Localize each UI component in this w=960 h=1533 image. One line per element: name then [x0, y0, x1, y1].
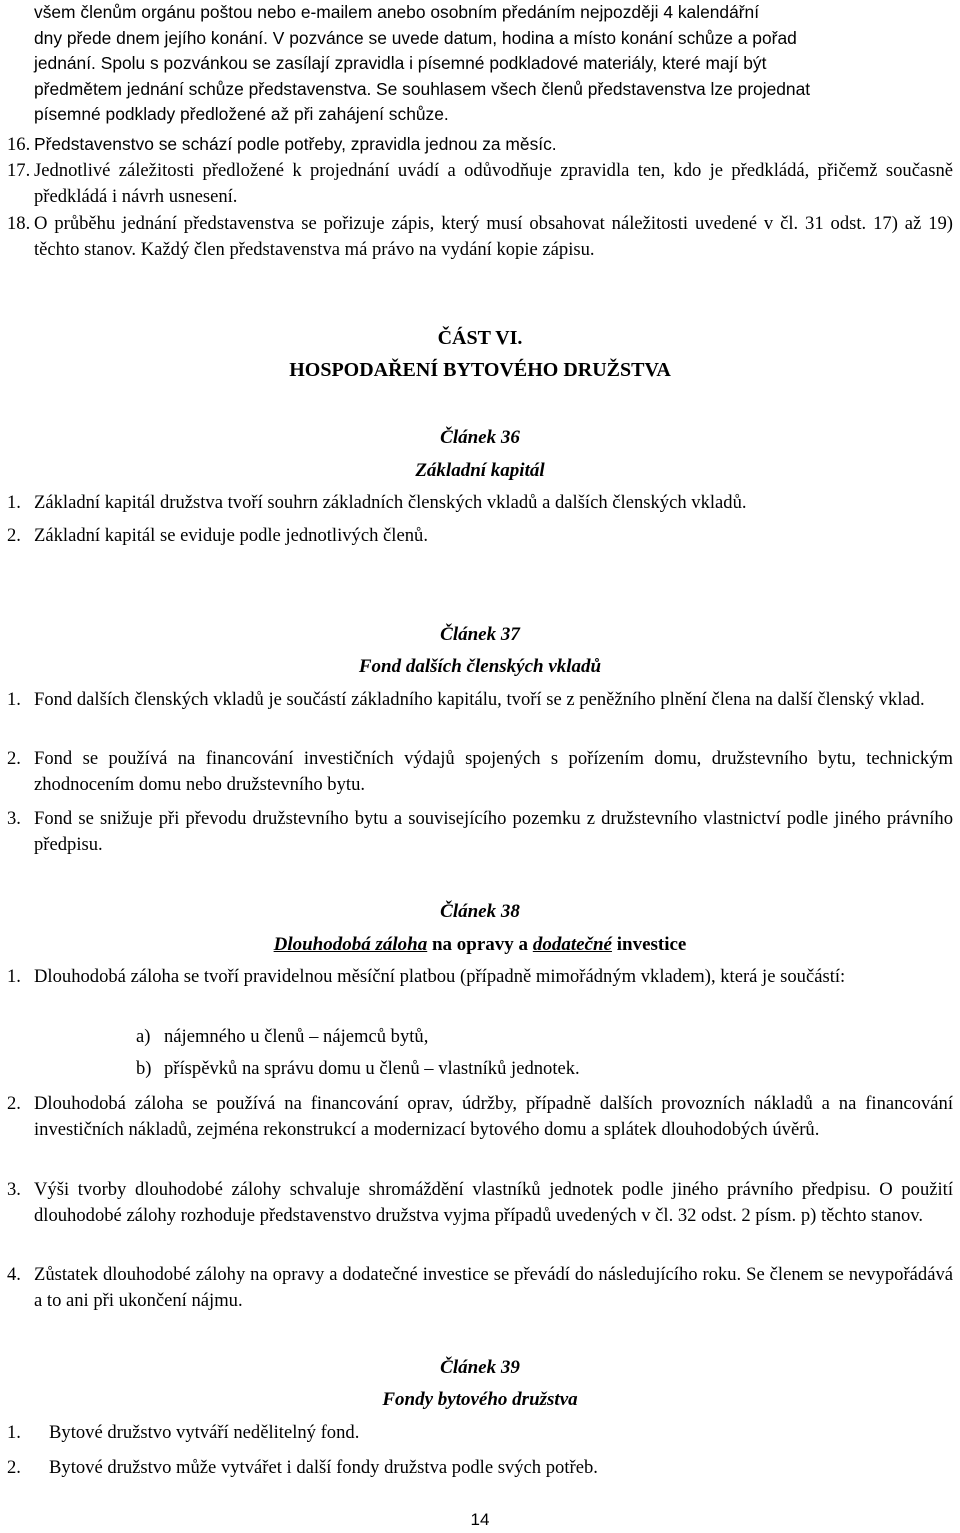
item-text: Bytové družstvo vytváří nedělitelný fond. — [49, 1422, 360, 1443]
item-number: 1. — [7, 689, 21, 710]
article-38-sub-a — [0, 1024, 960, 1050]
item-17 — [0, 158, 960, 209]
sub-letter: a) — [136, 1026, 151, 1047]
item-number: 1. — [7, 966, 21, 987]
article-37-heading: Článek 37 — [440, 624, 520, 645]
item-number: 2. — [7, 1093, 21, 1114]
item-16 — [0, 132, 960, 158]
item-text: Základní kapitál se eviduje podle jednotlivých členů. — [34, 525, 428, 546]
article-36-item-2 — [0, 523, 960, 549]
intro-line-2: dny přede dnem jejího konání. V pozvánce se uvede datum, hodina a místo konání schůze a pořad — [34, 27, 797, 48]
sub-letter: b) — [136, 1058, 152, 1079]
item-number: 2. — [7, 525, 21, 546]
item-text: Fond se snižuje při převodu družstevního bytu a souvisejícího pozemku z družstevního vlastnictví podle jiného právního předpisu. — [34, 808, 953, 855]
article-39-heading: Článek 39 — [440, 1357, 520, 1378]
page-number: 14 — [470, 1510, 490, 1529]
item-number: 17. — [7, 160, 31, 181]
item-number: 1. — [7, 492, 21, 513]
article-36-title: Základní kapitál — [415, 460, 545, 481]
title-part-4: investice — [611, 934, 687, 955]
intro-line-1: všem členům orgánu poštou nebo e-mailem anebo osobním předáním nejpozději 4 kalendářní — [34, 2, 760, 22]
title-part-2: na opravy a — [427, 934, 533, 955]
item-text: Základní kapitál družstva tvoří souhrn základních členských vkladů a dalších členských vkladů. — [34, 492, 747, 513]
item-text: Zůstatek dlouhodobé zálohy na opravy a dodatečné investice se převádí do následujícího roku. Se členem se nevypořádává a to ani při ukončení nájmu. — [34, 1264, 953, 1311]
item-text: Jednotlivé záležitosti předložené k projednání uvádí a odůvodňuje zpravidla ten, kdo je předkládá, přičemž současně předkládá i návrh usnesení. — [34, 160, 953, 207]
title-part-3: dodatečné — [532, 934, 612, 955]
sub-text: příspěvků na správu domu u členů – vlastníků jednotek. — [164, 1058, 580, 1079]
item-number: 2. — [7, 748, 21, 769]
article-37-item-1 — [0, 687, 960, 713]
article-38-item-2 — [0, 1091, 960, 1142]
item-text: Fond se používá na financování investičních výdajů spojených s pořízením domu, družstevního bytu, technickým zhodnocením domu nebo družstevního bytu. — [34, 748, 953, 795]
article-39-item-1 — [0, 1420, 960, 1446]
intro-paragraph — [0, 0, 960, 128]
article-36-heading: Článek 36 — [440, 427, 520, 448]
article-37-item-2 — [0, 746, 960, 797]
item-text: Výši tvorby dlouhodobé zálohy schvaluje shromáždění vlastníků jednotek podle jiného právního předpisu. O použití dlouhodobé zálohy rozhoduje představenstvo družstva vyjma případů uvedených v čl. 32 odst. 2 písm. p) těchto stanov. — [34, 1179, 953, 1226]
item-text: Dlouhodobá záloha se používá na financování oprav, údržby, případně dalších provozních nákladů a na financování investičních nákladů, zejména rekonstrukcí a modernizací bytového domu a splátek dlouhodobých úvěrů. — [34, 1093, 953, 1140]
part-title: ČÁST VI. — [437, 327, 523, 349]
item-number: 16. — [7, 134, 31, 155]
item-number: 3. — [7, 1179, 21, 1200]
article-39-item-2 — [0, 1455, 960, 1481]
item-18 — [0, 211, 960, 262]
item-number: 4. — [7, 1264, 21, 1285]
article-36-item-1 — [0, 490, 960, 516]
item-number: 18. — [7, 213, 31, 234]
article-38-heading: Článek 38 — [440, 901, 520, 922]
article-39-title: Fondy bytového družstva — [382, 1389, 578, 1410]
item-number: 3. — [7, 808, 21, 829]
intro-line-3: jednání. Spolu s pozvánkou se zasílají zpravidla i písemné podkladové materiály, které mají být — [34, 53, 767, 73]
item-text: Dlouhodobá záloha se tvoří pravidelnou měsíční platbou (případně mimořádným vkladem), která je součástí: — [34, 966, 846, 987]
article-38-item-1 — [0, 964, 960, 990]
article-38-title — [0, 932, 960, 958]
item-number: 2. — [7, 1457, 21, 1478]
intro-line-4b: Se souhlasem všech členů představenstva lze projednat — [376, 78, 811, 99]
article-37-title: Fond dalších členských vkladů — [358, 656, 602, 677]
item-text: O průběhu jednání představenstva se pořizuje zápis, který musí obsahovat náležitosti uvedené v čl. 31 odst. 17) až 19) těchto stanov. Každý člen představenstva má právo na vydání kopie zápisu. — [34, 213, 953, 260]
intro-line-5: písemné podklady předložené až při zahájení schůze. — [34, 104, 449, 124]
article-38-sub-b — [0, 1056, 960, 1082]
item-text: Bytové družstvo může vytvářet i další fondy družstva podle svých potřeb. — [49, 1457, 598, 1478]
article-38-item-4 — [0, 1262, 960, 1313]
article-37-item-3 — [0, 806, 960, 857]
sub-text: nájemného u členů – nájemců bytů, — [164, 1026, 429, 1047]
part-subtitle: HOSPODAŘENÍ BYTOVÉHO DRUŽSTVA — [289, 359, 671, 381]
item-text: Představenstvo se schází podle potřeby, zpravidla jednou za měsíc. — [34, 134, 557, 154]
article-38-item-3 — [0, 1177, 960, 1228]
item-text: Fond dalších členských vkladů je součástí základního kapitálu, tvoří se z peněžního plnění člena na další členský vklad. — [34, 689, 925, 710]
title-part-1: Dlouhodobá záloha — [273, 934, 428, 955]
item-number: 1. — [7, 1422, 21, 1443]
intro-line-4a: předmětem jednání schůze představenstva. — [34, 78, 372, 99]
